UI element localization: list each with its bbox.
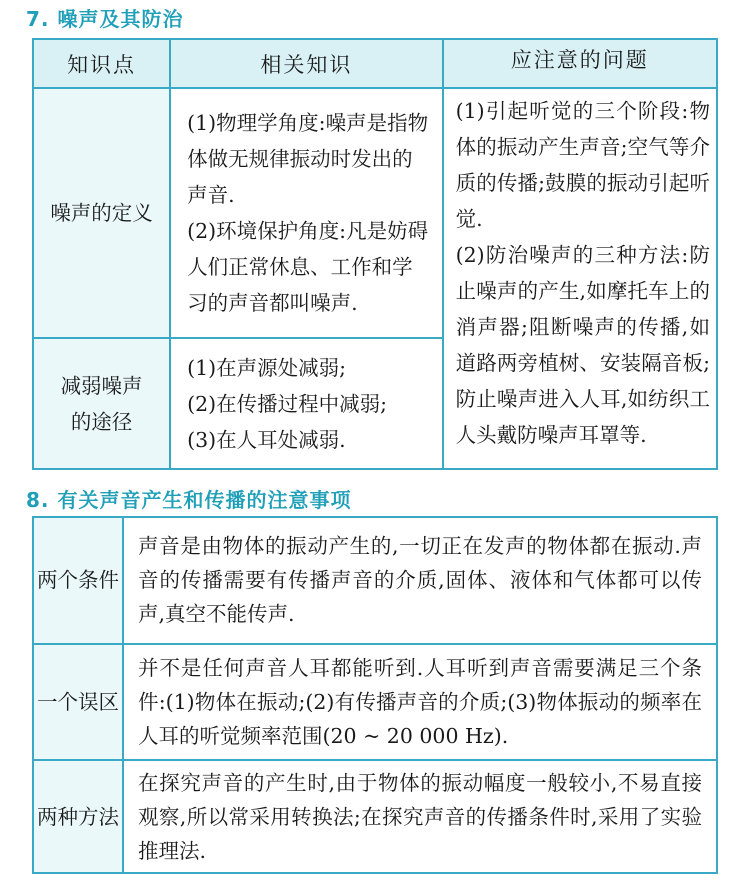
note-item: (2)防治噪声的三种方法:防止噪声的产生,如摩托车上的消声器;阻断噪声的传播,如道路两旁植树、安装隔音板;防止噪声进入人耳,如纺织工人头戴防噪声耳罩等. xyxy=(455,243,710,447)
point-noise-definition: 噪声的定义 xyxy=(33,88,170,338)
noise-table xyxy=(32,38,718,470)
knowledge-item: (2)环境保护角度:凡是妨碍人们正常休息、工作和学习的声音都叫噪声. xyxy=(187,219,429,315)
point-line: 的途径 xyxy=(70,409,133,434)
text-two-methods: 在探究声音的产生时,由于物体的振动幅度一般较小,不易直接观察,所以常采用转换法;在探究声音的传播条件时,采用了实验推理法. xyxy=(123,760,717,873)
table-row xyxy=(33,88,717,338)
table-row xyxy=(33,760,717,873)
label-two-methods: 两种方法 xyxy=(33,760,123,873)
knowledge-item: (3)在人耳处减弱. xyxy=(187,427,346,452)
knowledge-item: (2)在传播过程中减弱; xyxy=(187,391,388,416)
point-noise-reduction xyxy=(33,338,170,469)
sound-notes-table xyxy=(32,516,718,874)
header-related-knowledge: 相关知识 xyxy=(170,39,442,88)
label-two-conditions: 两个条件 xyxy=(33,517,123,644)
section-8-title: 8. 有关声音产生和传播的注意事项 xyxy=(26,488,352,512)
header-notes: 应注意的问题 xyxy=(443,39,717,88)
label-one-misconception: 一个误区 xyxy=(33,644,123,761)
table-row xyxy=(33,644,717,761)
knowledge-noise-reduction xyxy=(170,338,442,469)
knowledge-item: (1)物理学角度:噪声是指物体做无规律振动时发出的声音. xyxy=(187,111,429,207)
knowledge-noise-definition xyxy=(170,88,442,338)
header-knowledge-point: 知识点 xyxy=(33,39,170,88)
table-row xyxy=(33,517,717,644)
knowledge-item: (1)在声源处减弱; xyxy=(187,355,347,380)
text-two-conditions: 声音是由物体的振动产生的,一切正在发声的物体都在振动.声音的传播需要有传播声音的介质,固体、液体和气体都可以传声,真空不能传声. xyxy=(123,517,717,644)
text-one-misconception: 并不是任何声音人耳都能听到.人耳听到声音需要满足三个条件:(1)物体在振动;(2)有传播声音的介质;(3)物体振动的频率在人耳的听觉频率范围(20 ~ 20 000 Hz). xyxy=(123,644,717,761)
point-line: 减弱噪声 xyxy=(60,373,143,398)
section-7-title: 7. 噪声及其防治 xyxy=(26,7,184,31)
notes-cell xyxy=(443,88,717,469)
note-item: (1)引起听觉的三个阶段:物体的振动产生声音;空气等介质的传播;鼓膜的振动引起听觉. xyxy=(455,99,710,231)
table-header-row xyxy=(33,39,717,88)
